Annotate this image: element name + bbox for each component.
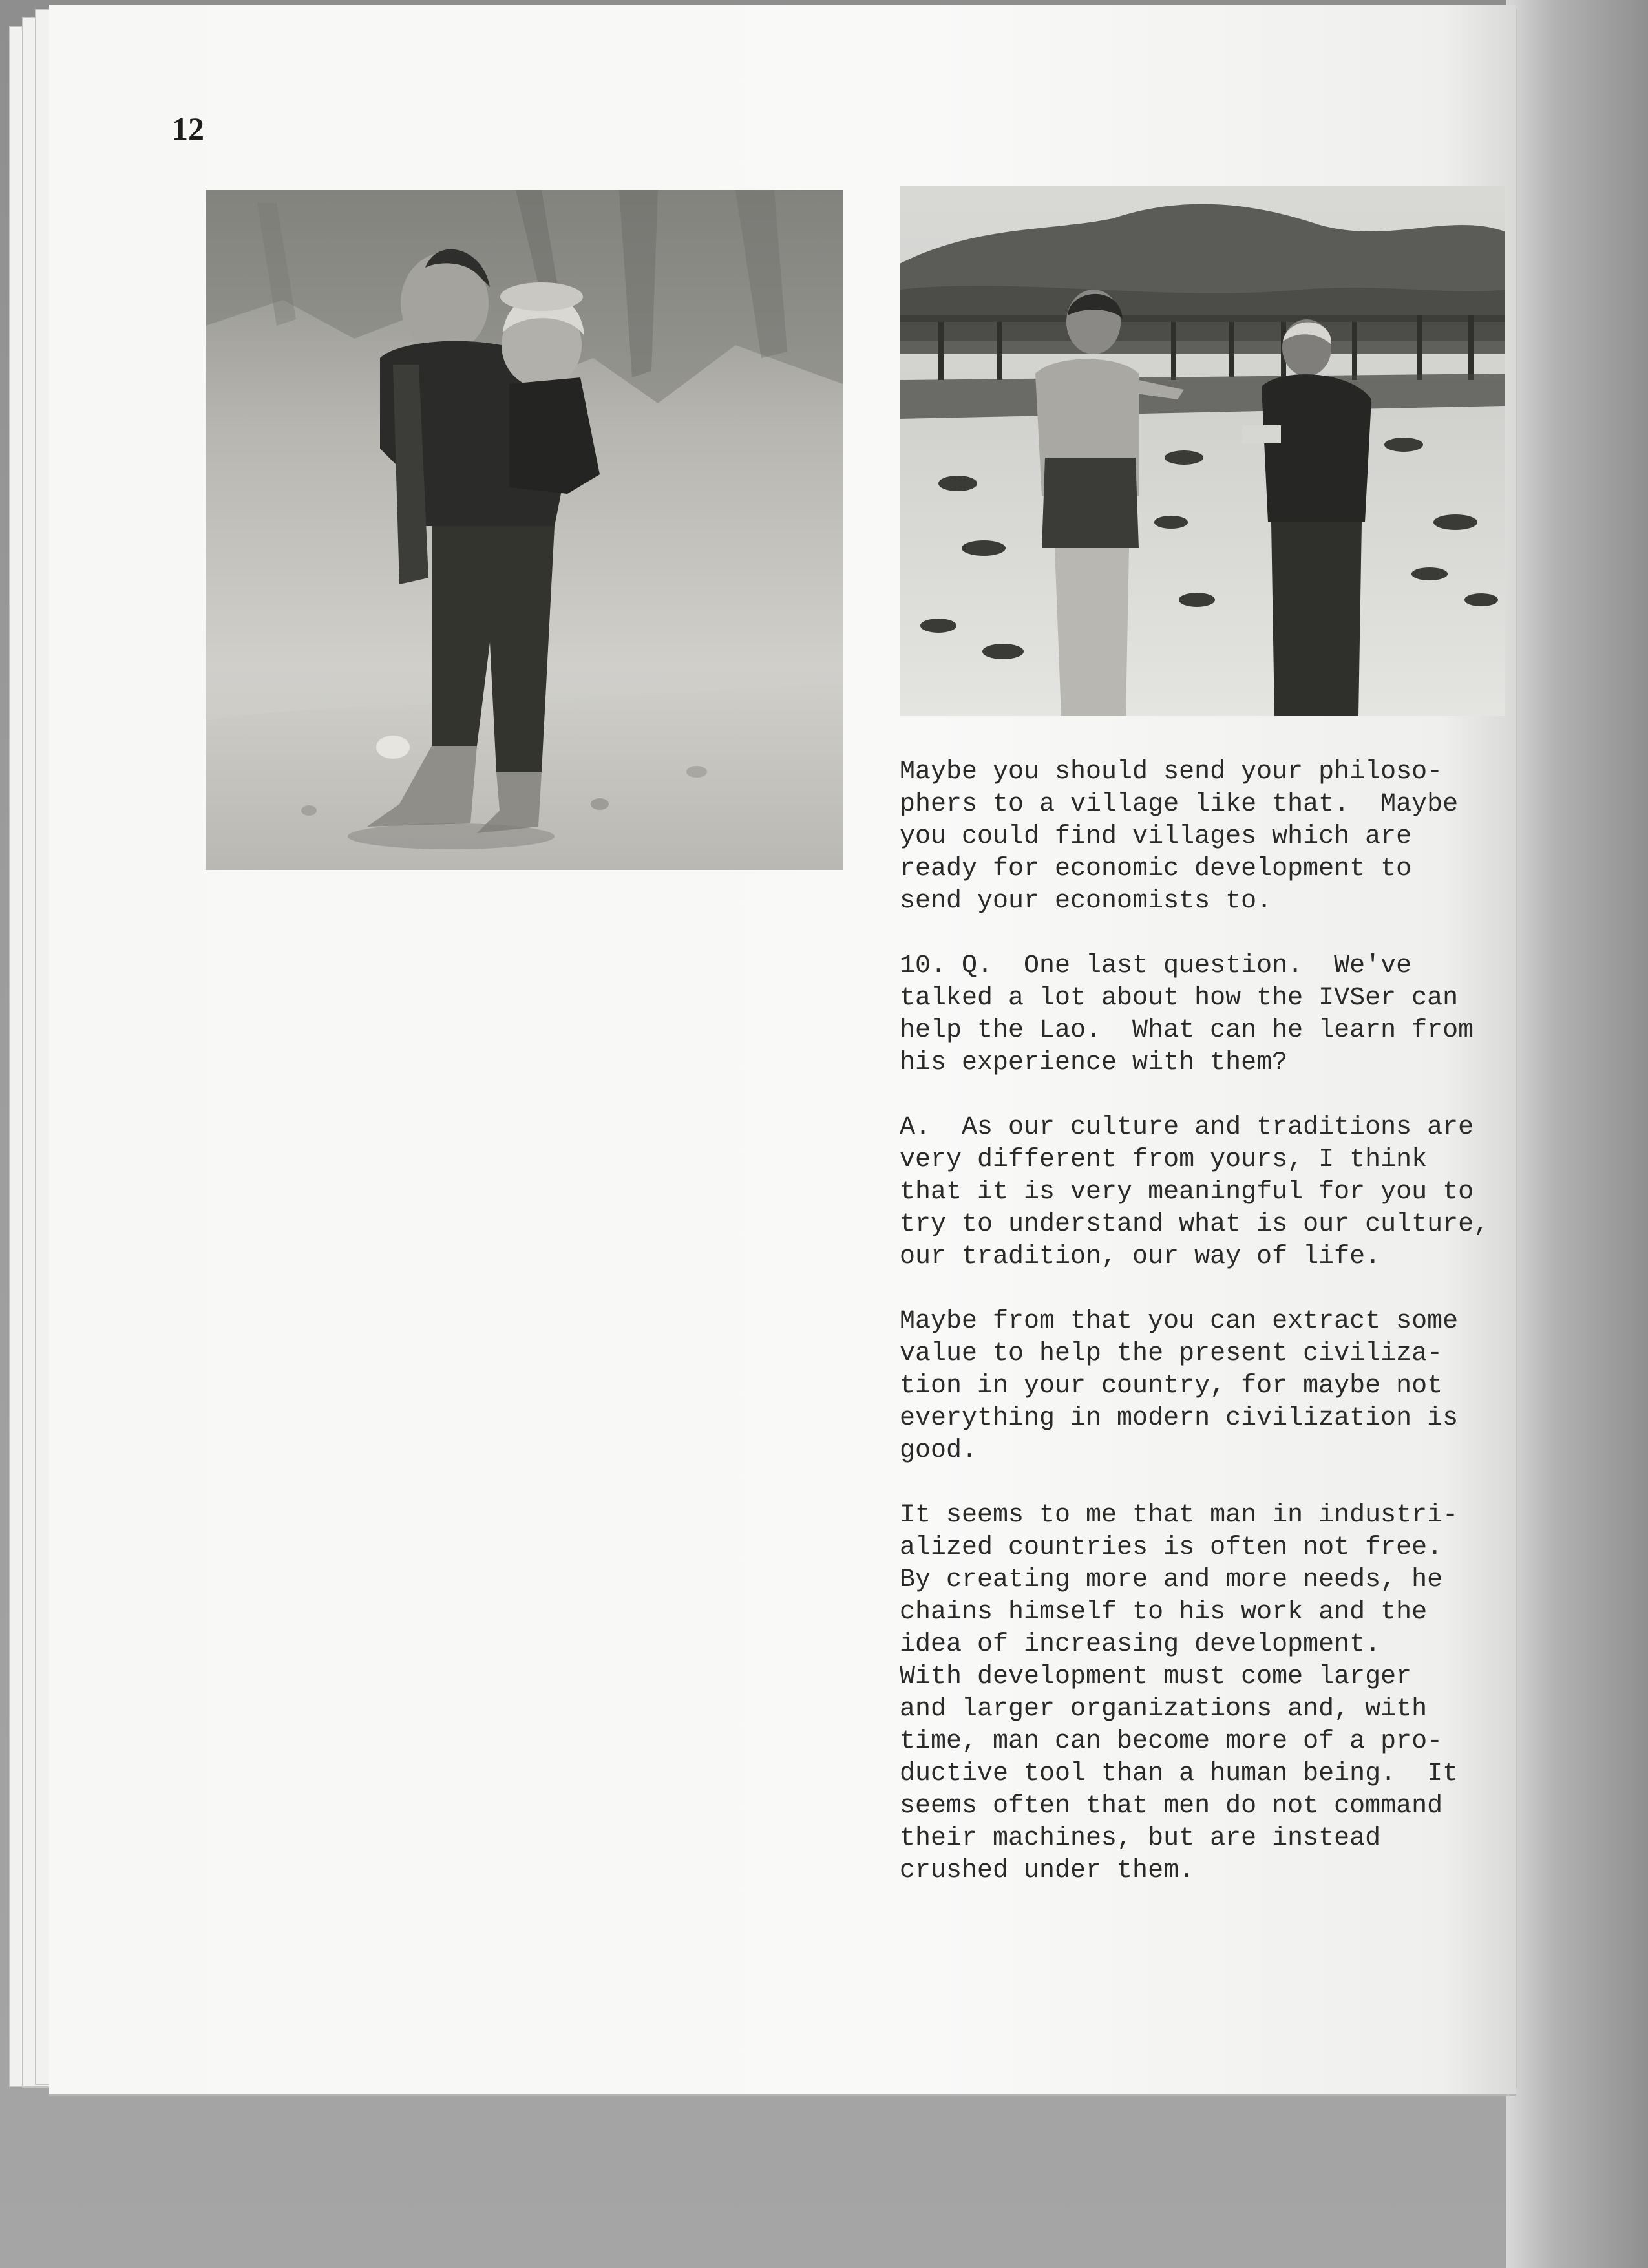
paragraph-industrialized-countries: It seems to me that man in industri- alized countries is often not free. By creating more and more needs, he chains himself to his work and the idea of increasing development. With development must come larger and larger organizations and, with time, man can become more of a pro- ductive tool than a human being. It seems often that men do not command their machines, but are instead crushed under them. (900, 1501, 1459, 1885)
paragraph-question-10: 10. Q. One last question. We've talked a lot about how the IVSer can help the Lao. What can he learn from his experience with them? (900, 951, 1474, 1077)
page-number: 12 (172, 111, 204, 147)
paragraph-philosophers: Maybe you should send your philoso- phers to a village like that. Maybe you could find villages which are ready for economic development to send your economists to. (900, 758, 1459, 916)
paragraph-answer-culture: A. As our culture and traditions are very different from yours, I think that it is very meaningful for you to try to understand what is our culture, our tradition, our way of life. (900, 1113, 1490, 1271)
page-gutter-shadow (1506, 0, 1648, 2268)
photo-boy-carrying-baby (206, 190, 843, 870)
paragraph-extract-value: Maybe from that you can extract some value to help the present civiliza- tion in your country, for maybe not everything in modern civilization is good. (900, 1307, 1459, 1465)
photo-two-men-in-rice-field (900, 186, 1505, 716)
